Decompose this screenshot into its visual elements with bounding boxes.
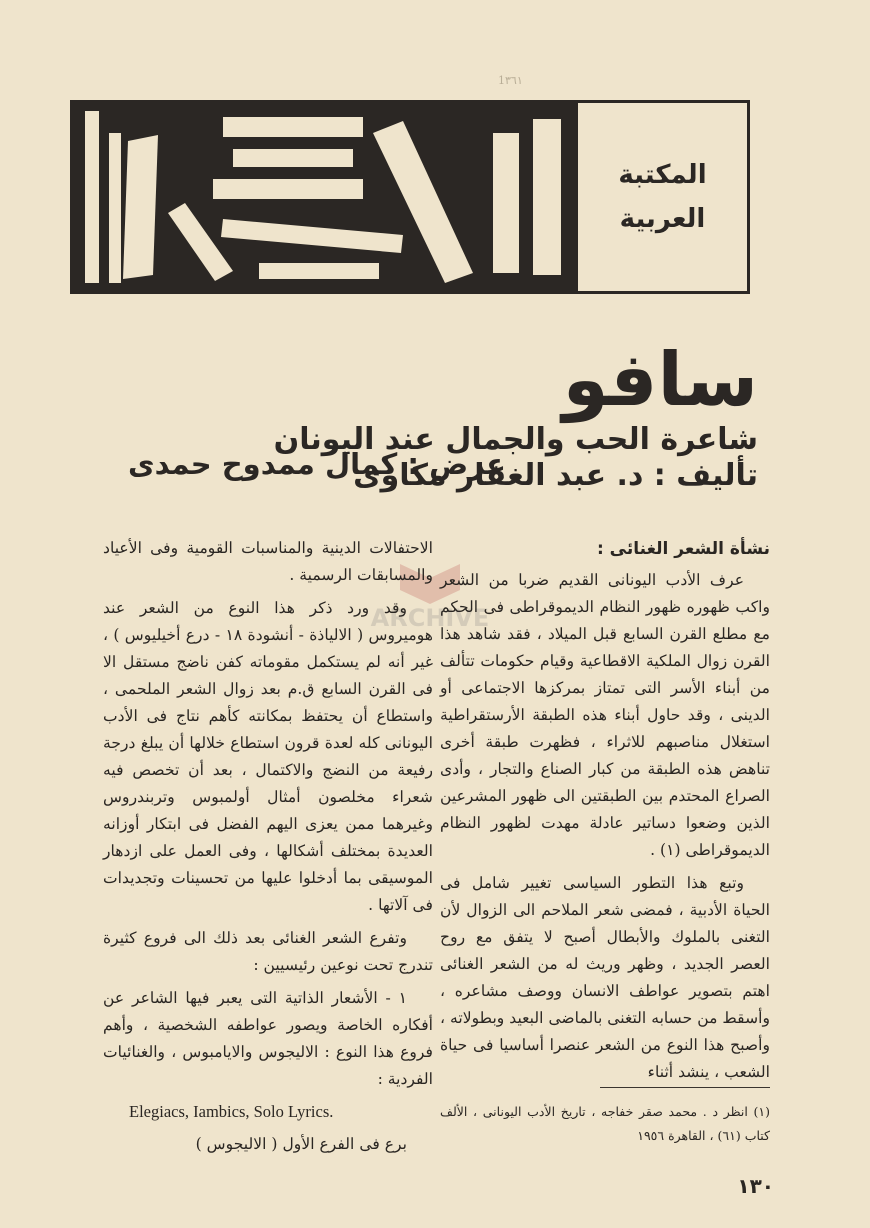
right-column bbox=[440, 535, 770, 1092]
spine-6 bbox=[233, 149, 353, 167]
spine-9 bbox=[259, 263, 379, 279]
watermark-text: ARCHIVE bbox=[370, 604, 490, 630]
footnote: (١) انظر د . محمد صقر خفاجه ، تاريخ الأدب اليونانى ، الألف كتاب (٦١) ، القاهرة ١٩٥٦ bbox=[440, 1104, 770, 1143]
masthead-label bbox=[578, 103, 747, 291]
spine-7 bbox=[213, 179, 363, 199]
spine-4 bbox=[168, 203, 233, 281]
book-spines-illustration bbox=[73, 103, 578, 291]
margin-mark: 1٣٦١ bbox=[498, 74, 523, 87]
spine-1 bbox=[85, 111, 99, 283]
paragraph: ١ - الأشعار الذاتية التى يعبر فيها الشاعر عن أفكاره الخاصة ويصور عواطفه الشخصية ، وأهم فروع هذا النوع : الاليجوس والايامبوس ، والغنائيات الفردية : bbox=[103, 989, 433, 1088]
article-reviewer: عرض : كمال ممدوح حمدى bbox=[128, 447, 506, 481]
spine-11 bbox=[493, 133, 519, 273]
article-subtitle: شاعرة الحب والجمال عند اليونان bbox=[273, 422, 758, 457]
paragraph: وتبع هذا التطور السياسى تغيير شامل فى الحياة الأدبية ، فمضى شعر الملاحم الى الزوال لأن التغنى بالملوك والأبطال أصبح لا يتفق مع روح العصر الجديد ، وظهر وريث له من الشعر الغنائى اهتم بتصوير عواطف الانسان ووصف مشاعره ، وأسقط من حسابه التغنى بالماضى البعيد وبطولاته ، وأصبح هذا النوع من الشعر عنصرا أساسيا فى حياة الشعب ، ينشد أثناء bbox=[440, 874, 770, 1081]
spine-8 bbox=[221, 219, 403, 253]
spine-10 bbox=[373, 121, 473, 283]
masthead-label-line2: العربية bbox=[619, 204, 706, 234]
spine-3 bbox=[123, 135, 158, 279]
spine-5 bbox=[223, 117, 363, 137]
book-spines-icon bbox=[73, 103, 578, 291]
section-heading: نشأة الشعر الغنائى : bbox=[596, 539, 770, 559]
page-number: ١٣٠ bbox=[737, 1174, 774, 1198]
paragraph: الاحتفالات الدينية والمناسبات القومية وفى الأعياد والمسابقات الرسمية . bbox=[103, 539, 433, 584]
paragraph: وتفرع الشعر الغنائى بعد ذلك الى فروع كثيرة تندرج تحت نوعين رئيسيين : bbox=[103, 929, 433, 974]
paragraph: عرف الأدب اليونانى القديم ضربا من الشعر واكب ظهوره ظهور النظام الديموقراطى فى الحكم مع مطلع القرن السابع قبل الميلاد ، فقد شاهد هذا القرن زوال الملكية الاقطاعية وقيام حكومات تتألف من أبناء الأسر التى تمتاز بمركزها الاجتماعى أو الدينى ، وقد حاول أبناء هذه الطبقة الأرستقراطية استغلال مناصبهم للاثراء ، فظهرت طبقة أخرى تناهض هذه الطبقة من كبار الصناع والتجار ، وأدى الصراع المحتدم بين الطبقتين الى ظهور المشرعين الذين وضعوا دساتير عادلة مهدت لظهور النظام الديموقراطى (١) . bbox=[440, 571, 770, 859]
latin-terms: Elegiacs, Iambics, Solo Lyrics. bbox=[129, 1102, 334, 1121]
left-column bbox=[103, 535, 433, 1164]
paragraph: برع فى الفرع الأول ( الاليجوس ) bbox=[195, 1135, 407, 1153]
masthead-banner bbox=[70, 100, 750, 294]
article-author: تأليف : د. عبد الغفار مكاوى bbox=[353, 458, 758, 493]
article-title: سافو bbox=[562, 337, 758, 423]
masthead-label-line1: المكتبة bbox=[618, 160, 707, 190]
paragraph: وقد ورد ذكر هذا النوع من الشعر عند هوميروس ( الالياذة - أنشودة ١٨ - درع أخيليوس ) ، غير أنه لم يستكمل مقوماته كفن ناضج مستقل الا فى القرن السابع ق.م بعد زوال الشعر الملحمى ، واستطاع أن يحتفظ بمكانته كأهم نتاج فى الأدب اليونانى كله لعدة قرون استطاع خلالها أن يبلغ درجة رفيعة من النضج والاكتمال ، بعد أن تخصص فيه شعراء مخلصون أمثال أولمبوس وتربندروس وغيرهما ممن يعزى اليهم الفضل فى ابتكار أوزانه العديدة بمختلف أشكالها ، وفى العمل على ازدهار الموسيقى بما أدخلوا عليها من تحسينات وتجديدات فى آلاتها . bbox=[103, 599, 433, 914]
footnote-divider bbox=[600, 1087, 770, 1088]
spine-12 bbox=[533, 119, 561, 275]
spine-2 bbox=[109, 133, 121, 283]
